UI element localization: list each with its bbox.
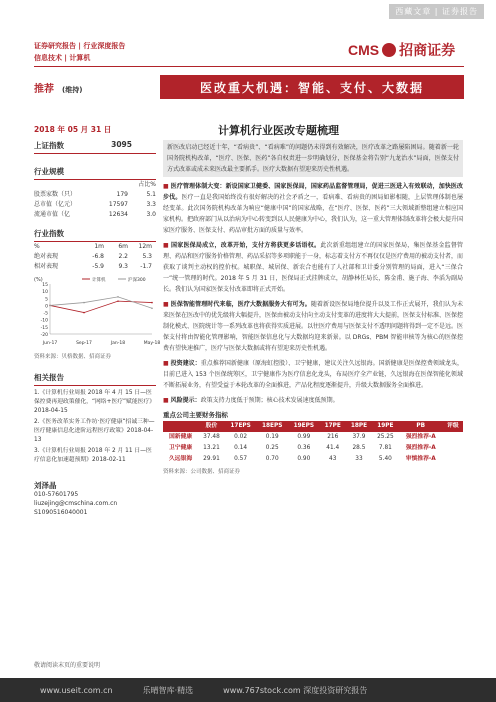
cell: 0.19 bbox=[265, 434, 279, 440]
main-content bbox=[163, 140, 463, 478]
y-tick-label: 5 bbox=[45, 297, 48, 303]
analyst bbox=[34, 481, 156, 517]
perf-c: 5.3 bbox=[142, 253, 152, 260]
watermark: 西藏文章 | 证券报告 bbox=[389, 4, 484, 19]
industry-name: 流通市值（亿 bbox=[34, 211, 71, 218]
bullet-item: ■ 投资建议：重点推荐国新健康（原海虹控股）、卫宁健康，建议关注久远银海。国新健康是医保控费领域龙头，目前已进入 153 个医保统筹区，卫宁健康作为医疗信息化龙头，布局医疗全产业链，久远银海在医保智能化领域不断拓展业务，有望受益于本轮改革的全面推进，产品化程度逐渐提升，升级大数据服务全面推进。 bbox=[163, 360, 463, 389]
bullet-bold: 风险提示： bbox=[170, 397, 201, 404]
y-tick-label: -5 bbox=[43, 311, 48, 317]
perf-c: -1.7 bbox=[140, 263, 152, 270]
cell: 43 bbox=[329, 456, 337, 462]
cell: 0.70 bbox=[265, 456, 279, 462]
analyst-name: 刘泽晶 bbox=[34, 481, 57, 490]
footer-right[interactable]: www.767stock.com 深度投资研究报告 bbox=[223, 685, 368, 695]
x-tick-label: May-18 bbox=[143, 341, 161, 346]
legend-label: 沪深300 bbox=[128, 278, 146, 283]
x-tick-label: Sep-17 bbox=[76, 341, 92, 346]
data-point bbox=[151, 307, 153, 309]
industry-title: 行业规模 bbox=[34, 166, 156, 180]
sidebar bbox=[34, 140, 161, 517]
chart-source: 资料来源：贝格数据、招商证券 bbox=[34, 354, 112, 360]
table-source: 资料来源：公司数据、招商证券 bbox=[163, 469, 241, 475]
related-item[interactable]: 1.《计算机行业周报 2018 年 4 月 15 日—医保控费再迎政策催化，“网络+医疗”赋能医疗》2018-04-15 bbox=[34, 390, 156, 414]
bullet-item: ■ 医疗管理体制大变：新设国家卫健委、国家医保局，国家药品监督管理局，促进三医进入有效联动，加快医改步伐。医疗一直是我国始终没有很好解决的社会矛盾之一，看病难、看病贵的困局如影相随，上层管理体制也屡经变革。此次国务院机构改革为响应“健康中国”的国家战略，在“医疗、医保、医药”三大领域新整组建立相应国家机构。把政府部门从以治病为中心转变到以人民健康为中心，我们认为，这一重大管理体制改革将会极大提升国家医疗服务、医保支付、药品审批方面的质量与效率。 bbox=[163, 183, 464, 234]
industry-col-header bbox=[34, 180, 156, 190]
related-list bbox=[34, 389, 156, 465]
cell: 7.81 bbox=[378, 445, 392, 451]
logo-name: 招商证券 bbox=[399, 43, 456, 59]
data-point bbox=[83, 302, 85, 304]
analyst-code: S1090516040001 bbox=[34, 509, 88, 516]
table-row bbox=[163, 454, 463, 465]
perf-row bbox=[34, 252, 156, 262]
related-title: 相关报告 bbox=[34, 372, 156, 386]
cell: 0.90 bbox=[297, 456, 311, 462]
analyst-email[interactable]: liuzejing@cmschina.com.cn bbox=[34, 500, 118, 507]
perf-h2: 6m bbox=[118, 243, 128, 250]
cell: 33 bbox=[355, 456, 363, 462]
bullet-bold: 医保智能管理时代来临，医疗大数据服务大有可为。 bbox=[170, 301, 311, 308]
financial-table bbox=[163, 421, 463, 465]
th: 18EPS bbox=[256, 421, 288, 432]
perf-h1: 1m bbox=[94, 243, 104, 250]
cell: 37.9 bbox=[352, 434, 366, 440]
cell: 0.36 bbox=[297, 445, 311, 451]
data-point bbox=[117, 300, 119, 302]
bullet-text: 重点推荐国新健康（原海虹控股）、卫宁健康，建议关注久远银海。国新健康是医保控费领域龙头，目前已进入 153 个医保统筹区，卫宁健康作为医疗信息化龙头，布局医疗全产业链，久远银海在医保智能化领域不断拓展业务，有望受益于本轮改革的全面推进，产品化程度逐渐提升，升级大数据服务全面推进。 bbox=[163, 360, 463, 389]
bullet-bold: 国家医保局成立，改革开始，支付方将获更多话语权。 bbox=[171, 242, 321, 249]
y-tick-label: 10 bbox=[42, 290, 48, 296]
th: PB bbox=[399, 421, 443, 432]
index-value: 3095 bbox=[111, 140, 132, 149]
bullet-text: 此次新重组组建立的国家医保局，集医保基金监督管理、药品和医疗服务价格管理、药品采招等多项职能于一身，标志着支付方不再仅仅是医疗费用的被动支付者，而获取了谈判主动权的控价权。城职保、城居保、新农合也能有了人社部和卫计委分别管理的局面，进入“三保合一”统一管理的时代。2018 年 5 月 31 日，医保局正式挂牌成立，胡静林任局长，陈金甫、施子海、李滔为副局长。我们认为国家医保支付改革即将正式开始。 bbox=[163, 242, 464, 293]
bullet-text: 政策支持力度低于预期；核心技术发展速度低预期。 bbox=[200, 397, 339, 404]
th: 评级 bbox=[443, 421, 463, 432]
table-row bbox=[163, 443, 463, 454]
legend-label: 计算机 bbox=[92, 278, 106, 283]
bullet-bold: 投资建议： bbox=[170, 360, 201, 367]
divider bbox=[34, 66, 464, 67]
related-item[interactable]: 2.《医务改革实务工作坊·医疗健康“招诚三种—医疗健康信息化进阶远程医疗政策》2018-04-13 bbox=[34, 419, 155, 443]
report-date: 2018 年 05 月 31 日 bbox=[34, 125, 112, 134]
industry-v1: 12634 bbox=[108, 211, 128, 218]
x-tick-label: Jan-18 bbox=[110, 341, 126, 346]
perf-a: -5.9 bbox=[92, 263, 104, 270]
cell: 29.91 bbox=[203, 456, 220, 462]
y-tick-label: -15 bbox=[40, 325, 48, 331]
x-tick-label: Jun-17 bbox=[42, 341, 58, 346]
bullet-item: ■ 国家医保局成立，改革开始，支付方将获更多话语权。此次新重组组建立的国家医保局，集医保基金监督管理、药品和医疗服务价格管理、药品采招等多项职能于一身，标志着支付方不再仅仅是医疗费用的被动支付者，而获取了谈判主动权的控价权。城职保、城居保、新农合也能有了人社部和卫计委分别管理的局面，进入“三保合一”统一管理的时代。2018 年 5 月 31 日，医保局正式挂牌成立，胡静林任局长，陈金甫、施子海、李滔为副局长。我们认为国家医保支付改革即将正式开始。 bbox=[163, 242, 464, 293]
index-label: 上证指数 bbox=[34, 141, 64, 150]
bullet-item: ■ 医保智能管理时代来临，医疗大数据服务大有可为。随着新设医保局地位提升以及工作正式展开，我们认为未来医保在医改中的优先级将大幅提升，医保由被动支付向主动支付变革的进度将大大提前，医保支付标准、医保控制化模式、医院统计等一系列改革也将获得实质进展。以往医疗费用与医保支付不透明问题将得到一定不是远。医保支付将由智能化管理影响，智能医保信息化与大数据均迎来新景。以 DRGs、PBM 智能审核等为核心的医保控费有望快速推广，医疗与医保大数据或将有望迎来历史性机遇。 bbox=[163, 301, 464, 352]
bullet-bold: 医疗管理体制大变：新设国家卫健委、国家医保局，国家药品监督管理局，促进三医进入有效联动，加快医改步伐。 bbox=[163, 183, 463, 201]
rating bbox=[34, 80, 82, 95]
data-point bbox=[83, 312, 85, 314]
cell: 0.14 bbox=[234, 445, 248, 451]
index-header bbox=[34, 140, 156, 154]
th: 17EPS bbox=[225, 421, 257, 432]
report-type bbox=[34, 40, 125, 64]
rating-sub: (维持) bbox=[62, 86, 83, 94]
cell: 0.02 bbox=[234, 434, 248, 440]
y-tick-label: 15 bbox=[42, 283, 48, 288]
perf-chart bbox=[34, 274, 161, 346]
logo bbox=[348, 38, 455, 62]
industry-col-label: 占比% bbox=[138, 181, 156, 188]
industry-row bbox=[34, 190, 156, 200]
perf-b: 9.3 bbox=[118, 263, 128, 270]
perf-b: 2.2 bbox=[118, 253, 128, 260]
report-subtitle: 计算机行业医改专题梳理 bbox=[218, 124, 339, 137]
cell: 13.21 bbox=[203, 445, 220, 451]
th: 17PE bbox=[320, 421, 346, 432]
table-header bbox=[163, 421, 463, 432]
industry-v1: 17597 bbox=[108, 201, 128, 208]
bullet-text: 随着新设医保局地位提升以及工作正式展开，我们认为未来医保在医改中的优先级将大幅提升，医保由被动支付向主动支付变革的进度将大大提前，医保支付标准、医保控制化模式、医院统计等一系列改革也将获得实质进展。以往医疗费用与医保支付不透明问题将得到一定不是远。医保支付将由智能化管理影响，智能医保信息化与大数据均迎来新景。以 DRGs、PBM 智能审核等为核心的医保控费有望快速推广，医疗与医保大数据或将有望迎来历史性机遇。 bbox=[163, 301, 464, 352]
perf-a: -6.8 bbox=[92, 253, 104, 260]
intro-paragraph: 新医改启动已经近十年，“看病贵”、“看病难”的问题仍未得到有效解决，医疗改革之路屡陷困局。随着新一轮国务院机构改革，“医疗、医保、医药”各自权责进一步明确划分，医保基金将告别“九龙治水”局面，医保支付方式改革或成未来医改最主要抓手。医疗大数据有望迎来历史性机遇。 bbox=[163, 140, 463, 177]
industry-row bbox=[34, 210, 156, 220]
cell: 37.48 bbox=[203, 434, 220, 440]
cell: 5.40 bbox=[378, 456, 392, 462]
data-point bbox=[151, 302, 153, 304]
footer-middle: 乐晴智库·精选 bbox=[142, 685, 194, 695]
th: 股价 bbox=[198, 421, 225, 432]
industry-name: 总市值（亿元） bbox=[34, 201, 77, 208]
perf-row bbox=[34, 262, 156, 272]
data-point bbox=[49, 305, 51, 307]
industry-v2: 3.0 bbox=[146, 211, 156, 218]
cell: 强烈推荐-A bbox=[405, 434, 436, 440]
company-name: 久远银海 bbox=[168, 456, 193, 462]
y-tick-label: 0 bbox=[45, 304, 48, 310]
cell: 审慎推荐-A bbox=[405, 456, 436, 462]
th: 19EPS bbox=[288, 421, 320, 432]
cell: 0.25 bbox=[265, 445, 279, 451]
th: 18PE bbox=[346, 421, 372, 432]
logo-mark-icon bbox=[382, 43, 396, 57]
cell: 强烈推荐-A bbox=[405, 445, 436, 451]
data-point bbox=[117, 296, 119, 298]
rating-label: 推荐 bbox=[34, 84, 54, 95]
industry-v2: 5.1 bbox=[146, 191, 156, 198]
table-title: 重点公司主要财务指标 bbox=[163, 411, 228, 419]
perf-name: 相对表现 bbox=[34, 263, 59, 270]
banner-title: 医改重大机遇：智能、支付、大数据 bbox=[160, 75, 464, 99]
y-tick-label: -10 bbox=[40, 318, 48, 324]
industry-row bbox=[34, 200, 156, 210]
industry-name: 股票家数（只） bbox=[34, 191, 77, 198]
logo-prefix: CMS bbox=[348, 42, 380, 58]
cell: 0.99 bbox=[297, 434, 311, 440]
cell: 41.4 bbox=[326, 445, 340, 451]
bullet-item: ■ 风险提示：政策支持力度低于预期；核心技术发展速度低预期。 bbox=[163, 397, 339, 404]
perf-name: 绝对表现 bbox=[34, 253, 59, 260]
bullet-text: 医疗一直是我国始终没有很好解决的社会矛盾之一，看病难、看病贵的困局如影相随，上层管理体制也屡经变革。此次国务院机构改革为响应“健康中国”的国家战略，在“医疗、医保、医药”三大领域新整组建立相应国家机构。把政府部门从以治病为中心转变到以人民健康为中心，我们认为，这一重大管理体制改革将会极大提升国家医疗服务、医保支付、药品审批方面的质量与效率。 bbox=[163, 194, 464, 234]
cell: 216 bbox=[327, 434, 339, 440]
cell: 25.25 bbox=[377, 434, 394, 440]
y-axis-label: (%) bbox=[34, 277, 43, 283]
cell: 28.5 bbox=[352, 445, 366, 451]
perf-title: 行业指数 bbox=[34, 228, 156, 242]
header-line1: 证券研究报告 | 行业深度报告 bbox=[34, 42, 126, 50]
footer-left[interactable]: www.useit.com.cn bbox=[40, 685, 113, 695]
th bbox=[163, 421, 198, 432]
perf-h3: 12m bbox=[138, 243, 152, 250]
perf-h0: % bbox=[34, 243, 40, 250]
footer bbox=[0, 678, 496, 702]
y-tick-label: -20 bbox=[40, 333, 48, 338]
related-item[interactable]: 3.《计算机行业周报 2018 年 2 月 11 日—医疗信息化加速超预期》2018-02-11 bbox=[34, 448, 152, 463]
table-row bbox=[163, 432, 463, 443]
industry-v1: 179 bbox=[116, 191, 128, 198]
disclaimer: 敬请阅读末页的重要说明 bbox=[34, 662, 101, 669]
header-line2: 信息技术 | 计算机 bbox=[34, 54, 91, 62]
company-name: 国新健康 bbox=[168, 434, 193, 440]
cell: 0.57 bbox=[234, 456, 248, 462]
analyst-phone: 010-57601795 bbox=[34, 491, 79, 498]
company-name: 卫宁健康 bbox=[168, 445, 193, 451]
th: 19PE bbox=[372, 421, 399, 432]
industry-v2: 3.3 bbox=[146, 201, 156, 208]
perf-header bbox=[34, 242, 156, 252]
